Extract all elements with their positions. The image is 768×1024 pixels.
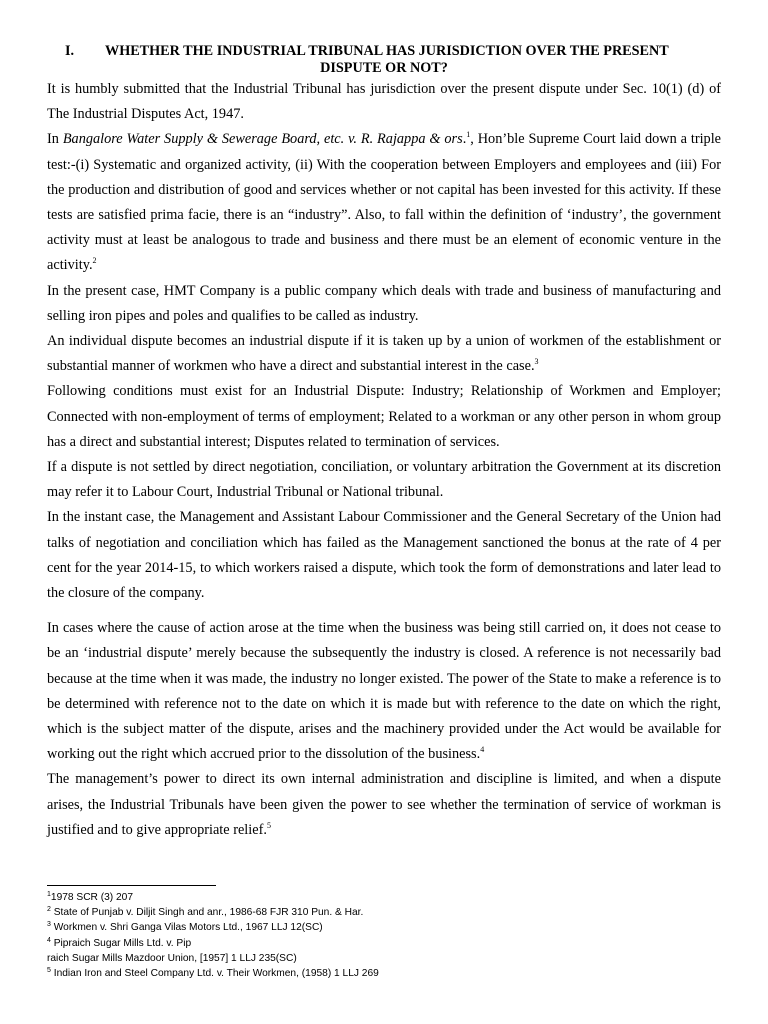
footnote-text: 1978 SCR (3) 207	[50, 892, 134, 903]
footnote-1	[47, 890, 721, 905]
footnote-ref-2[interactable]: 2	[92, 256, 97, 266]
paragraph-hmt-company: In the present case, HMT Company is a public company which deals with trade and business of manufacturing and selling iron pipes and poles and qualifies to be called as industry.	[47, 282, 721, 324]
paragraph-cause-of-action	[47, 616, 721, 767]
footnote-text: raich Sugar Mills Mazdoor Union, [1957] 1 LLJ 235(SC)	[47, 952, 297, 964]
paragraph-prefix: In	[47, 131, 63, 148]
footnote-2	[47, 905, 721, 920]
paragraph-individual-dispute	[47, 329, 721, 379]
footnote-text: Workmen v. Shri Ganga Vilas Motors Ltd., 1967 LLJ 12(SC)	[50, 922, 323, 934]
paragraph-text: An individual dispute becomes an industrial dispute if it is taken up by a union of workmen of the establishment or substantial manner of workmen who have a direct and substantial interest in the case.	[47, 333, 721, 375]
footnote-3	[47, 920, 721, 935]
footnotes	[47, 890, 721, 981]
paragraph-reference: If a dispute is not settled by direct negotiation, conciliation, or voluntary arbitration the Government at its discretion may refer it to Labour Court, Industrial Tribunal or National tribunal.	[47, 459, 721, 501]
paragraph-triple-test	[47, 127, 721, 278]
section-heading-line-2: DISPUTE OR NOT?	[320, 60, 448, 76]
paragraph-text: The management’s power to direct its own internal administration and discipline is limited, and when a dispute arises, the Industrial Tribunals have been given the power to see whether the termination of service of workman is justified and to give appropriate relief.	[47, 771, 721, 838]
footnote-4	[47, 936, 721, 951]
footnote-ref-5[interactable]: 5	[266, 820, 271, 830]
footnote-ref-3[interactable]: 3	[534, 357, 539, 367]
footnote-number: 5	[47, 967, 51, 975]
footnote-text: Pipraich Sugar Mills Ltd. v. Pip	[50, 937, 192, 949]
section-heading	[47, 43, 721, 77]
paragraph-text: , Hon’ble Supreme Court laid down a triple test:-(i) Systematic and organized activity, (ii) With the cooperation between Employers and employees and (iii) For the production and distribution of good and services whether or not capital has been invested for this activity. If these tests are satisfied prima facie, there is an “industry”. Also, to fall within the definition of ‘industry’, the government activity must at least be analogous to trade and business and there must be an element of economic venture in the activity.	[47, 131, 722, 274]
footnote-number: 4	[47, 936, 51, 944]
section-number: I.	[65, 43, 75, 59]
paragraph-text: In cases where the cause of action arose at the time when the business was being still carried on, it does not cease to be an ‘industrial dispute’ merely because the subsequently the industry is closed. A reference is not necessarily bad because at the time when it was made, the industry no longer existed. The power of the State to make a reference is to be determined with reference not to the date on which it is made but with reference to the date on which the right, which is the subject matter of the dispute, arises and the machinery provided under the Act would be available for working out the right which accrued prior to the dissolution of the business.	[47, 620, 721, 763]
footnote-ref-4[interactable]: 4	[480, 745, 485, 755]
paragraph-jurisdiction-submission: It is humbly submitted that the Industrial Tribunal has jurisdiction over the present dispute under Sec. 10(1) (d) of The Industrial Disputes Act, 1947.	[47, 81, 721, 123]
case-citation: Bangalore Water Supply & Sewerage Board, etc. v. R. Rajappa & ors	[62, 131, 463, 148]
paragraph-instant-case: In the instant case, the Management and Assistant Labour Commissioner and the General Secretary of the Union had talks of negotiation and conciliation which has failed as the Management sanctioned the bonus at the rate of 4 per cent for the year 2014-15, to which workers raised a dispute, which took the form of demonstrations and later lead to the closure of the company.	[47, 509, 721, 602]
footnote-4-continued	[47, 951, 721, 966]
paragraph-management-power	[47, 767, 721, 843]
paragraph-conditions: Following conditions must exist for an Industrial Dispute: Industry; Relationship of Workmen and Employer; Connected with non-employment of terms of employment; Related to a workman or any other person in whom group has a direct and substantial interest; Disputes related to termination of services.	[47, 383, 721, 450]
footnote-number: 2	[47, 906, 51, 914]
footnote-number: 3	[47, 921, 51, 929]
footnote-number: 1	[47, 891, 51, 898]
footnote-ref-1[interactable]: 1	[466, 130, 471, 140]
document-body	[47, 77, 721, 843]
section-heading-line-1: WHETHER THE INDUSTRIAL TRIBUNAL HAS JURISDICTION OVER THE PRESENT	[105, 43, 669, 59]
footnote-text: Indian Iron and Steel Company Ltd. v. Their Workmen, (1958) 1 LLJ 269	[50, 968, 379, 980]
footnote-text: State of Punjab v. Diljit Singh and anr., 1986-68 FJR 310 Pun. & Har.	[50, 907, 364, 919]
footnote-5	[47, 966, 721, 981]
citation-period: .	[462, 131, 467, 148]
footnote-separator	[47, 885, 216, 886]
